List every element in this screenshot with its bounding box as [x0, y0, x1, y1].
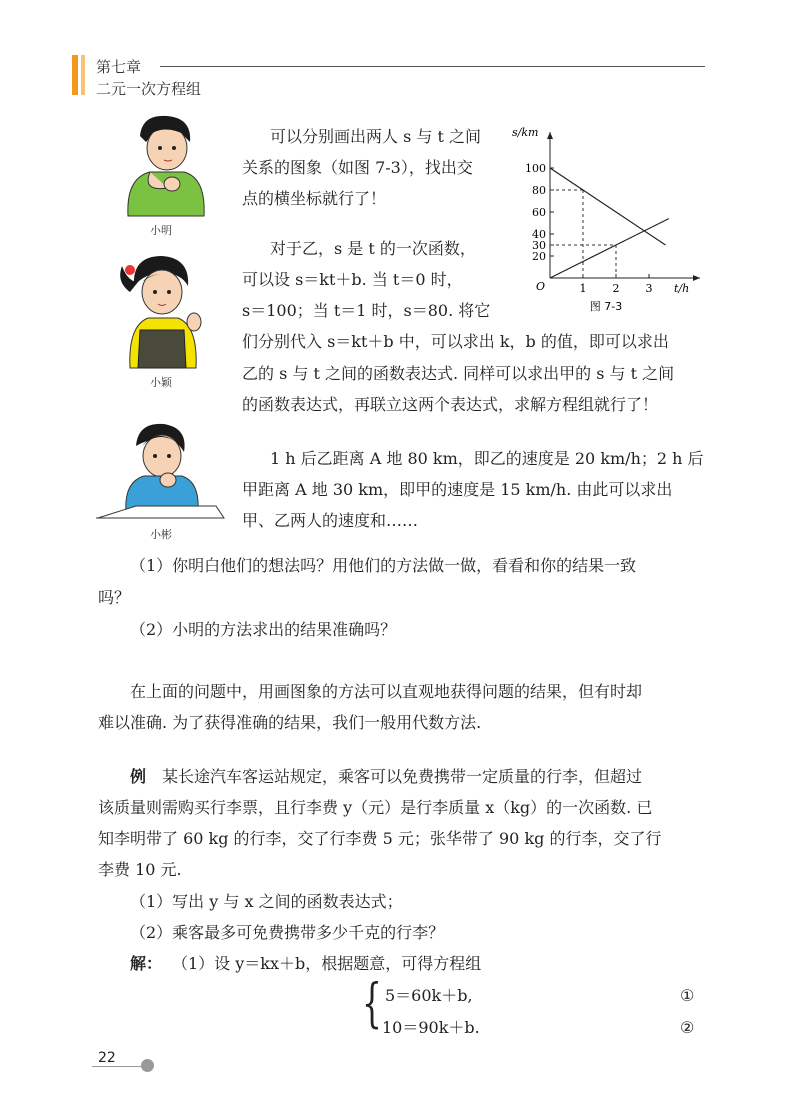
equation-brace: {	[362, 974, 382, 1034]
xiaoming-caption: 小明	[150, 224, 172, 237]
page-number-dot	[141, 1059, 154, 1072]
para1-line: 点的横坐标就行了！	[242, 189, 387, 208]
chapter-accent-bar-light	[81, 55, 85, 95]
para2-line: s＝100；当 t＝1 时，s＝80. 将它	[242, 301, 491, 320]
equation-2-number: ②	[680, 1018, 695, 1037]
figure-7-3-chart	[510, 120, 710, 320]
x-axis-label: t/h	[674, 282, 690, 295]
chapter-label: 第七章	[96, 58, 142, 76]
y-tick-label: 60	[532, 206, 546, 219]
equation-1: 5＝60k＋b,	[385, 986, 473, 1005]
header-rule	[160, 66, 705, 67]
summary-line: 难以准确. 为了获得准确的结果，我们一般用代数方法.	[98, 713, 482, 732]
solution-text: （1）设 y＝kx＋b，根据题意，可得方程组	[172, 954, 482, 973]
para3-line: 甲距离 A 地 30 km，即甲的速度是 15 km/h. 由此可以求出	[242, 480, 673, 499]
question-line: （1）你明白他们的想法吗？用他们的方法做一做，看看和你的结果一致	[130, 556, 637, 575]
example-question: （2）乘客最多可免费携带多少千克的行李？	[130, 923, 445, 942]
para1-line: 关系的图象（如图 7-3），找出交	[242, 158, 473, 177]
para3-line: 甲、乙两人的速度和……	[242, 511, 419, 530]
y-tick-label: 40	[532, 228, 546, 241]
question-line: 吗？	[98, 588, 131, 607]
page-number: 22	[98, 1050, 116, 1066]
y-tick-label: 100	[525, 162, 546, 175]
equation-2: 10＝90k＋b.	[382, 1018, 480, 1037]
x-axis-arrow	[693, 275, 700, 281]
y-axis-arrow	[547, 132, 553, 139]
para2-line: 可以设 s＝kt＋b. 当 t＝0 时，	[242, 270, 463, 289]
example-line: 李费 10 元.	[98, 860, 182, 879]
figure-caption: 图 7-3	[589, 300, 623, 313]
summary-line: 在上面的问题中，用画图象的方法可以直观地获得问题的结果，但有时却	[130, 682, 643, 701]
para2-line: 乙的 s 与 t 之间的函数表达式. 同样可以求出甲的 s 与 t 之间	[242, 364, 675, 383]
series-line-jia	[550, 219, 669, 278]
example-question: （1）写出 y 与 x 之间的函数表达式；	[130, 892, 403, 911]
x-tick-label: 3	[645, 282, 653, 295]
page-number-rule	[92, 1066, 142, 1067]
example-line: 某长途汽车客运站规定，乘客可以免费携带一定质量的行李，但超过	[162, 767, 643, 786]
example-label: 例	[130, 767, 147, 786]
example-line: 该质量则需购买行李票，且行李费 y（元）是行李质量 x（kg）的一次函数. 已	[98, 798, 653, 817]
origin-label: O	[536, 280, 546, 293]
y-axis-label: s/km	[512, 126, 539, 139]
series-line-yi	[550, 168, 666, 245]
y-tick-label: 80	[532, 184, 546, 197]
example-line: 知李明带了 60 kg 的行李，交了行李费 5 元；张华带了 90 kg 的行李，交了行	[98, 829, 662, 848]
xiaoming-illustration	[112, 112, 212, 220]
chapter-title: 二元一次方程组	[96, 80, 202, 98]
solution-label: 解：	[130, 954, 163, 973]
chapter-accent-bar	[72, 55, 78, 95]
xiaobin-illustration	[96, 420, 226, 520]
equation-1-number: ①	[680, 986, 695, 1005]
para1-line: 可以分别画出两人 s 与 t 之间	[270, 127, 481, 146]
para2-line: 的函数表达式，再联立这两个表达式，求解方程组就行了！	[242, 395, 659, 414]
question-line: （2）小明的方法求出的结果准确吗？	[130, 620, 397, 639]
para2-line: 对于乙，s 是 t 的一次函数，	[270, 239, 476, 258]
para3-line: 1 h 后乙距离 A 地 80 km，即乙的速度是 20 km/h；2 h 后	[270, 449, 704, 468]
xiaobin-caption: 小彬	[150, 528, 172, 541]
xiaoying-illustration	[108, 252, 212, 370]
y-tick-label: 20	[532, 250, 546, 263]
para2-line: 们分别代入 s＝kt＋b 中，可以求出 k，b 的值，即可以求出	[242, 332, 669, 351]
xiaoying-caption: 小颖	[150, 376, 172, 389]
x-tick-label: 1	[579, 282, 587, 295]
x-tick-label: 2	[612, 282, 620, 295]
y-tick-label: 30	[532, 239, 546, 252]
